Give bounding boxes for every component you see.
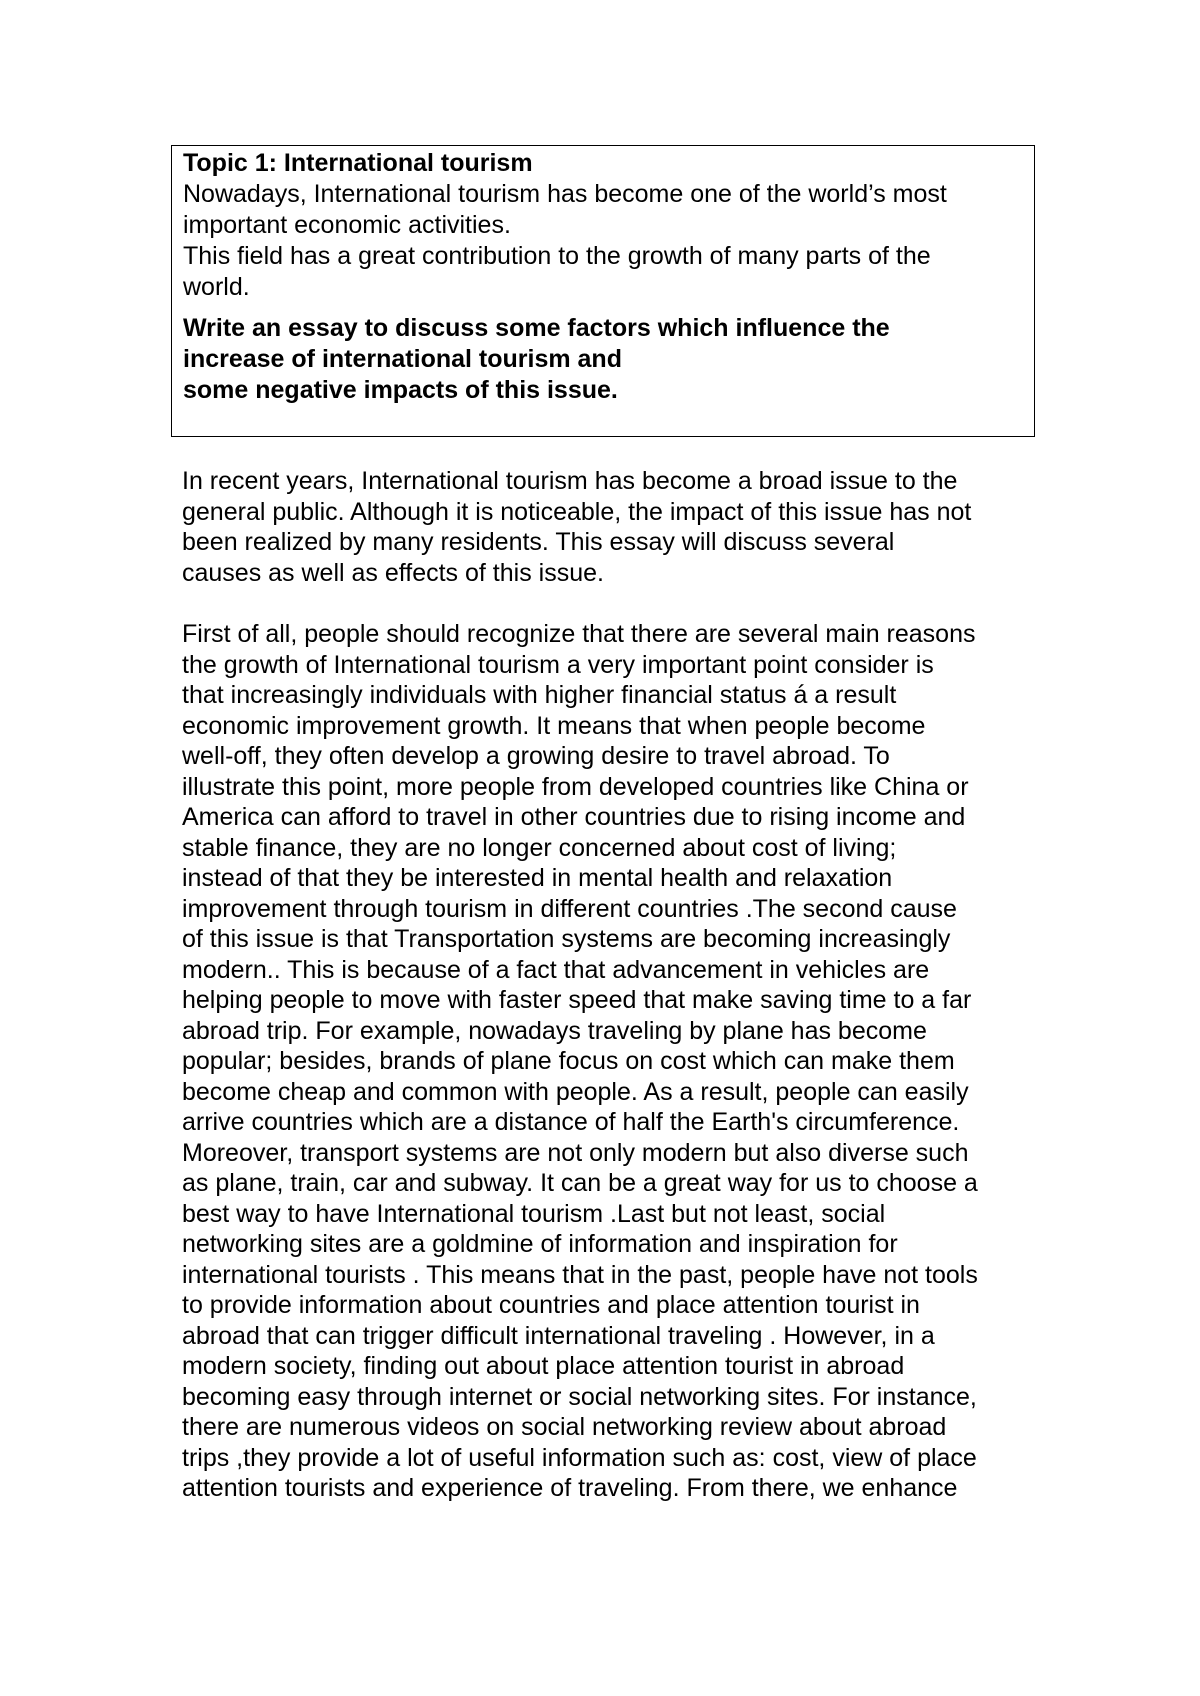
text-line: America can afford to travel in other countries due to rising income and (182, 803, 966, 831)
text-line: becoming easy through internet or social networking sites. For instance, (182, 1382, 977, 1411)
topic-box (171, 145, 1035, 437)
text-line: economic improvement growth. It means that when people become (182, 711, 926, 740)
topic-description-line: world. (183, 273, 250, 301)
text-line: Moreover, transport systems are not only modern but also diverse such (182, 1138, 969, 1167)
text-line: well-off, they often develop a growing desire to travel abroad. To (182, 742, 890, 770)
text-line: First of all, people should recognize that there are several main reasons (182, 620, 976, 648)
topic-description (183, 179, 1024, 303)
topic-description-line: important economic activities. (183, 211, 511, 239)
topic-description-line: Nowadays, International tourism has become one of the world’s most (183, 180, 947, 208)
text-line: illustrate this point, more people from developed countries like China or (182, 772, 969, 801)
text-line: In recent years, International tourism has become a broad issue to the (182, 467, 958, 495)
text-line: general public. Although it is noticeable, the impact of this issue has not (182, 497, 972, 526)
essay-prompt-line: Write an essay to discuss some factors which influence the (183, 314, 890, 342)
text-line: as plane, train, car and subway. It can be a great way for us to choose a (182, 1169, 978, 1197)
text-line: there are numerous videos on social networking review about abroad (182, 1413, 947, 1441)
intro-paragraph (182, 466, 1042, 588)
text-line: stable finance, they are no longer concerned about cost of living; (182, 833, 897, 862)
essay-prompt-line: increase of international tourism and (183, 345, 622, 373)
text-line: modern society, finding out about place attention tourist in abroad (182, 1352, 905, 1380)
topic-description-line: This field has a great contribution to the growth of many parts of the (183, 242, 931, 270)
text-line: international tourists . This means that in the past, people have not tools (182, 1260, 978, 1289)
text-line: that increasingly individuals with higher financial status á a result (182, 681, 897, 709)
text-line: popular; besides, brands of plane focus on cost which can make them (182, 1047, 955, 1075)
text-line: arrive countries which are a distance of half the Earth's circumference. (182, 1108, 960, 1136)
text-line: networking sites are a goldmine of information and inspiration for (182, 1230, 898, 1258)
text-line: abroad that can trigger difficult international traveling . However, in a (182, 1321, 935, 1350)
text-line: of this issue is that Transportation systems are becoming increasingly (182, 925, 951, 953)
text-line: attention tourists and experience of traveling. From there, we enhance (182, 1474, 958, 1502)
topic-title: Topic 1: International tourism (183, 149, 533, 177)
text-line: helping people to move with faster speed that make saving time to a far (182, 986, 972, 1014)
text-line: the growth of International tourism a very important point consider is (182, 650, 934, 679)
text-line: to provide information about countries and place attention tourist in (182, 1291, 920, 1319)
text-line: best way to have International tourism .Last but not least, social (182, 1199, 886, 1228)
text-line: been realized by many residents. This essay will discuss several (182, 528, 895, 556)
essay-prompt-line: some negative impacts of this issue. (183, 376, 618, 404)
text-line: become cheap and common with people. As a result, people can easily (182, 1077, 969, 1106)
text-line: trips ,they provide a lot of useful information such as: cost, view of place (182, 1443, 977, 1472)
body-paragraph (182, 619, 1042, 1504)
text-line: modern.. This is because of a fact that advancement in vehicles are (182, 955, 930, 984)
text-line: instead of that they be interested in mental health and relaxation (182, 864, 893, 892)
essay-prompt (183, 313, 1024, 406)
text-line: causes as well as effects of this issue. (182, 558, 604, 587)
essay-body (182, 466, 1042, 1504)
text-line: improvement through tourism in different countries .The second cause (182, 894, 957, 923)
text-line: abroad trip. For example, nowadays traveling by plane has become (182, 1016, 927, 1045)
